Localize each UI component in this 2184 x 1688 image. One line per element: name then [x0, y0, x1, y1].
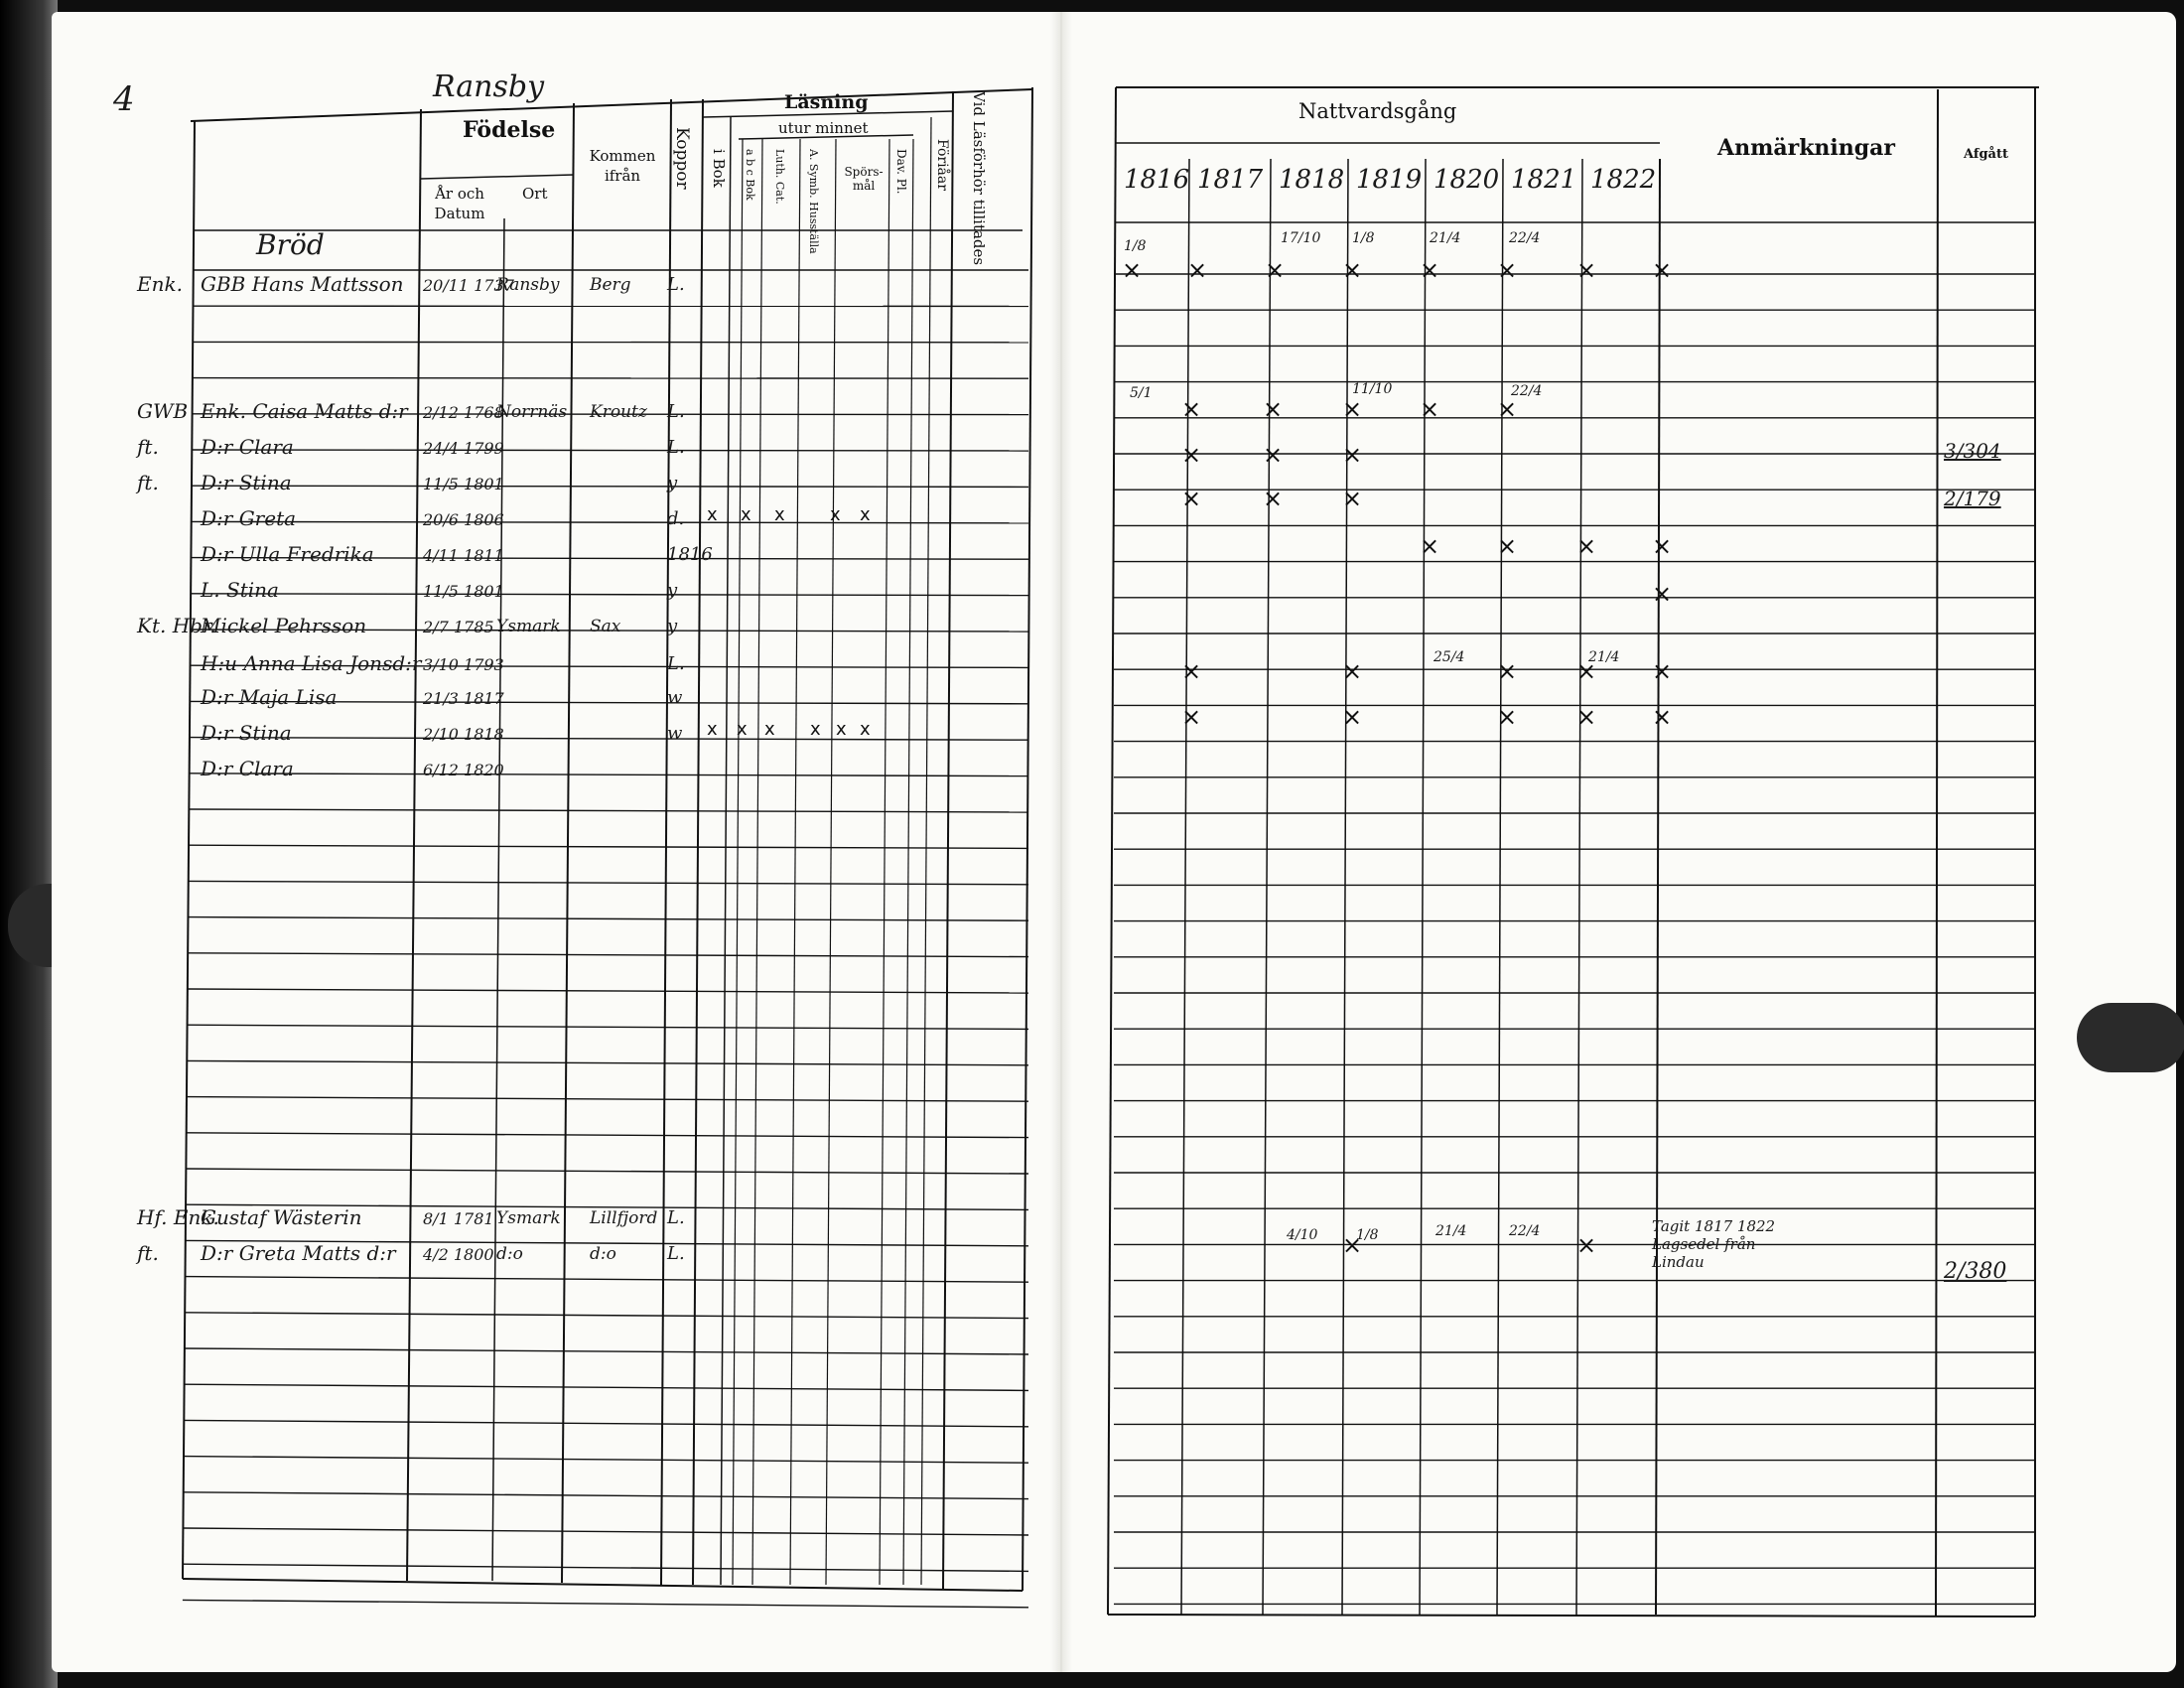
row-birth-date: 11/5 1801	[423, 582, 504, 601]
afgatt-entry-1: 3/304	[1944, 439, 2001, 463]
communion-mark: ×	[1497, 703, 1518, 731]
communion-mark: ×	[1652, 580, 1673, 608]
left-row-line	[187, 1133, 1028, 1138]
header-anmarkningar: Anmärkningar	[1717, 135, 1896, 161]
row-name: H:u Anna Lisa Jonsd:r	[201, 651, 422, 675]
communion-date-note: 11/10	[1352, 381, 1393, 397]
row-name: Enk. Caisa Matts d:r	[201, 399, 408, 423]
header-i-bok: i Bok	[710, 149, 728, 188]
row-prefix: Hf. Enk.	[137, 1205, 219, 1229]
communion-date-note: 21/4	[1588, 649, 1620, 665]
row-birth-date: 21/3 1817	[423, 689, 504, 708]
communion-date-note: 4/10	[1287, 1227, 1318, 1243]
left-row-line	[185, 1384, 1028, 1390]
lasning-mark: x	[707, 719, 718, 740]
row-koppor: L.	[667, 1243, 685, 1264]
left-row-line	[183, 1600, 1028, 1607]
communion-mark: ×	[1497, 657, 1518, 685]
row-birth-place: Ysmark	[496, 1208, 561, 1228]
communion-mark: ×	[1342, 256, 1363, 284]
year-header-1818: 1818	[1279, 165, 1345, 195]
communion-date-note: 21/4	[1435, 1223, 1467, 1239]
left-row-line	[193, 378, 1028, 379]
communion-mark: ×	[1576, 703, 1597, 731]
communion-date-note: 1/8	[1356, 1227, 1379, 1243]
row-name: D:r Maja Lisa	[201, 685, 338, 709]
lasning-mark: x	[860, 504, 871, 525]
row-koppor: y	[667, 580, 678, 601]
left-row-line	[192, 521, 1028, 522]
row-prefix: ft.	[137, 471, 159, 494]
left-row-line	[188, 953, 1028, 957]
row-birth-date: 2/12 1768	[423, 403, 504, 422]
lasning-mark: x	[707, 504, 718, 525]
communion-date-note: 22/4	[1511, 383, 1543, 399]
left-row-line	[189, 881, 1028, 884]
row-from: Lillfjord	[590, 1208, 658, 1228]
row-name: D:r Clara	[201, 435, 294, 459]
anmarkning-note: Tagit 1817 1822 Lagsedel från Lindau	[1652, 1217, 1776, 1271]
row-koppor: L.	[667, 653, 685, 674]
header-ort: Ort	[522, 185, 548, 203]
header-vid-lasforhor: Vid Läsförhör tillitades	[970, 91, 988, 266]
left-row-line	[189, 917, 1028, 921]
header-a-symb: A. Symb. Husställa	[807, 149, 820, 254]
row-birth-date: 6/12 1820	[423, 761, 504, 779]
year-header-1817: 1817	[1197, 165, 1264, 195]
header-dav-pl: Dav. Pl.	[894, 149, 908, 195]
row-name: D:r Clara	[201, 757, 294, 780]
communion-mark: ×	[1342, 1231, 1363, 1259]
row-birth-place: d:o	[496, 1244, 523, 1264]
row-name: D:r Greta	[201, 506, 297, 530]
communion-mark: ×	[1122, 256, 1143, 284]
lasning-mark: x	[764, 719, 775, 740]
row-from: Kroutz	[590, 402, 647, 422]
page-number: 4	[113, 79, 135, 119]
communion-date-note: 1/8	[1124, 238, 1147, 254]
communion-date-note: 1/8	[1352, 230, 1375, 246]
communion-mark: ×	[1263, 441, 1284, 469]
row-prefix: GWB	[137, 399, 189, 423]
header-koppor: Koppor	[672, 127, 692, 190]
header-luth-cat: Luth. Cat.	[773, 149, 786, 205]
left-row-line	[184, 1492, 1028, 1499]
row-koppor: w	[667, 687, 683, 708]
communion-mark: ×	[1181, 657, 1202, 685]
left-row-line	[192, 486, 1028, 487]
left-row-line	[183, 1564, 1028, 1571]
row-prefix: ft.	[137, 1241, 159, 1265]
year-header-1821: 1821	[1511, 165, 1577, 195]
row-prefix: ft.	[137, 435, 159, 459]
communion-mark: ×	[1342, 395, 1363, 423]
communion-date-note: 22/4	[1509, 1223, 1541, 1239]
row-prefix: Kt. Hbr.	[137, 614, 216, 637]
header-foritar: Föriåar	[934, 139, 950, 191]
communion-mark: ×	[1187, 256, 1208, 284]
row-name: Mickel Pehrsson	[201, 614, 367, 637]
row-birth-place: Ysmark	[496, 617, 561, 636]
row-from: Berg	[590, 275, 631, 295]
communion-mark: ×	[1342, 441, 1363, 469]
afgatt-entry-3: 2/380	[1944, 1259, 2007, 1284]
row-from: d:o	[590, 1244, 616, 1264]
header-kommen-ifran: Kommen ifrån	[589, 147, 656, 185]
row-birth-date: 2/10 1818	[423, 725, 504, 744]
year-header-1819: 1819	[1356, 165, 1423, 195]
header-ar-och-datum: År och Datum	[434, 185, 485, 222]
communion-date-note: 22/4	[1509, 230, 1541, 246]
row-birth-date: 24/4 1799	[423, 439, 504, 458]
left-row-line	[190, 738, 1028, 741]
left-row-line	[193, 450, 1029, 451]
left-row-line	[187, 1169, 1029, 1174]
left-row-line	[184, 1457, 1028, 1464]
left-row-line	[189, 845, 1028, 848]
header-lasning: Läsning	[784, 91, 869, 113]
communion-mark: ×	[1181, 485, 1202, 512]
communion-mark: ×	[1576, 657, 1597, 685]
header-brod: Bröd	[256, 228, 325, 261]
lasning-mark: x	[830, 504, 841, 525]
communion-mark: ×	[1420, 395, 1440, 423]
left-row-line	[186, 1277, 1028, 1283]
communion-mark: ×	[1652, 703, 1673, 731]
year-header-1820: 1820	[1433, 165, 1500, 195]
header-utur-minnet: utur minnet	[778, 119, 869, 137]
communion-mark: ×	[1576, 532, 1597, 560]
header-fodelse: Födelse	[463, 117, 556, 143]
row-name: D:r Ulla Fredrika	[201, 542, 374, 566]
header-nattvardsgang: Nattvardsgång	[1298, 99, 1457, 123]
lasning-mark: x	[860, 719, 871, 740]
left-row-line	[184, 1420, 1028, 1426]
communion-date-note: 21/4	[1430, 230, 1461, 246]
communion-mark: ×	[1497, 395, 1518, 423]
communion-mark: ×	[1576, 256, 1597, 284]
communion-mark: ×	[1576, 1231, 1597, 1259]
row-name: D:r Stina	[201, 721, 292, 745]
row-birth-date: 20/11 1737	[423, 276, 514, 295]
row-from: Sax	[590, 617, 621, 636]
left-row-line	[190, 774, 1028, 776]
row-koppor: L.	[667, 437, 685, 458]
communion-date-note: 5/1	[1130, 385, 1153, 401]
row-koppor: d.	[667, 508, 685, 529]
left-row-line	[188, 1025, 1028, 1029]
communion-mark: ×	[1265, 256, 1286, 284]
year-header-1822: 1822	[1590, 165, 1657, 195]
header-abc-bok: a b c Bok	[744, 149, 756, 201]
row-koppor: L.	[667, 274, 685, 295]
row-birth-date: 2/7 1785	[423, 618, 494, 636]
lasning-mark: x	[836, 719, 847, 740]
left-row-line	[191, 594, 1028, 596]
row-birth-date: 4/11 1811	[423, 546, 504, 565]
communion-mark: ×	[1420, 532, 1440, 560]
row-name: Gustaf Wästerin	[201, 1205, 362, 1229]
communion-mark: ×	[1263, 395, 1284, 423]
row-koppor: w	[667, 723, 683, 744]
left-row-line	[185, 1313, 1028, 1319]
left-row-line	[188, 989, 1028, 993]
lasning-mark: x	[810, 719, 821, 740]
header-sporsmal: Spörs-mål	[844, 165, 884, 193]
lasning-mark: x	[737, 719, 748, 740]
row-name: L. Stina	[201, 578, 279, 602]
year-header-1816: 1816	[1124, 165, 1190, 195]
left-row-line	[187, 1060, 1028, 1064]
row-koppor: y	[667, 473, 678, 493]
communion-mark: ×	[1342, 703, 1363, 731]
row-birth-date: 4/2 1800	[423, 1245, 494, 1264]
row-birth-date: 8/1 1781	[423, 1209, 494, 1228]
communion-mark: ×	[1652, 657, 1673, 685]
left-row-line	[185, 1348, 1028, 1354]
communion-mark: ×	[1181, 441, 1202, 469]
village-name: Ransby	[433, 70, 545, 104]
communion-mark: ×	[1652, 532, 1673, 560]
left-row-line	[184, 1528, 1029, 1535]
communion-mark: ×	[1652, 256, 1673, 284]
left-row-line	[187, 1097, 1028, 1102]
communion-mark: ×	[1497, 256, 1518, 284]
row-koppor: y	[667, 616, 678, 636]
afgatt-entry-2: 2/179	[1944, 487, 2001, 510]
row-koppor: L.	[667, 1207, 685, 1228]
left-row-line	[190, 809, 1029, 812]
communion-mark: ×	[1181, 703, 1202, 731]
communion-mark: ×	[1342, 657, 1363, 685]
communion-date-note: 25/4	[1433, 649, 1465, 665]
communion-mark: ×	[1420, 256, 1440, 284]
row-name: D:r Greta Matts d:r	[201, 1241, 396, 1265]
row-name: D:r Stina	[201, 471, 292, 494]
communion-mark: ×	[1263, 485, 1284, 512]
communion-mark: ×	[1497, 532, 1518, 560]
lasning-mark: x	[741, 504, 751, 525]
communion-date-note: 17/10	[1281, 230, 1321, 246]
row-birth-date: 3/10 1793	[423, 655, 504, 674]
row-birth-place: Ransby	[496, 275, 560, 295]
lasning-mark: x	[774, 504, 785, 525]
row-birth-date: 20/6 1806	[423, 510, 504, 529]
header-afgatt: Afgått	[1964, 147, 2008, 162]
row-koppor: 1816	[667, 544, 713, 565]
row-koppor: L.	[667, 401, 685, 422]
row-name: GBB Hans Mattsson	[201, 272, 404, 296]
row-birth-place: Norrnäs	[496, 402, 568, 422]
row-prefix: Enk.	[137, 272, 183, 296]
row-birth-date: 11/5 1801	[423, 475, 504, 493]
communion-mark: ×	[1342, 485, 1363, 512]
communion-mark: ×	[1181, 395, 1202, 423]
